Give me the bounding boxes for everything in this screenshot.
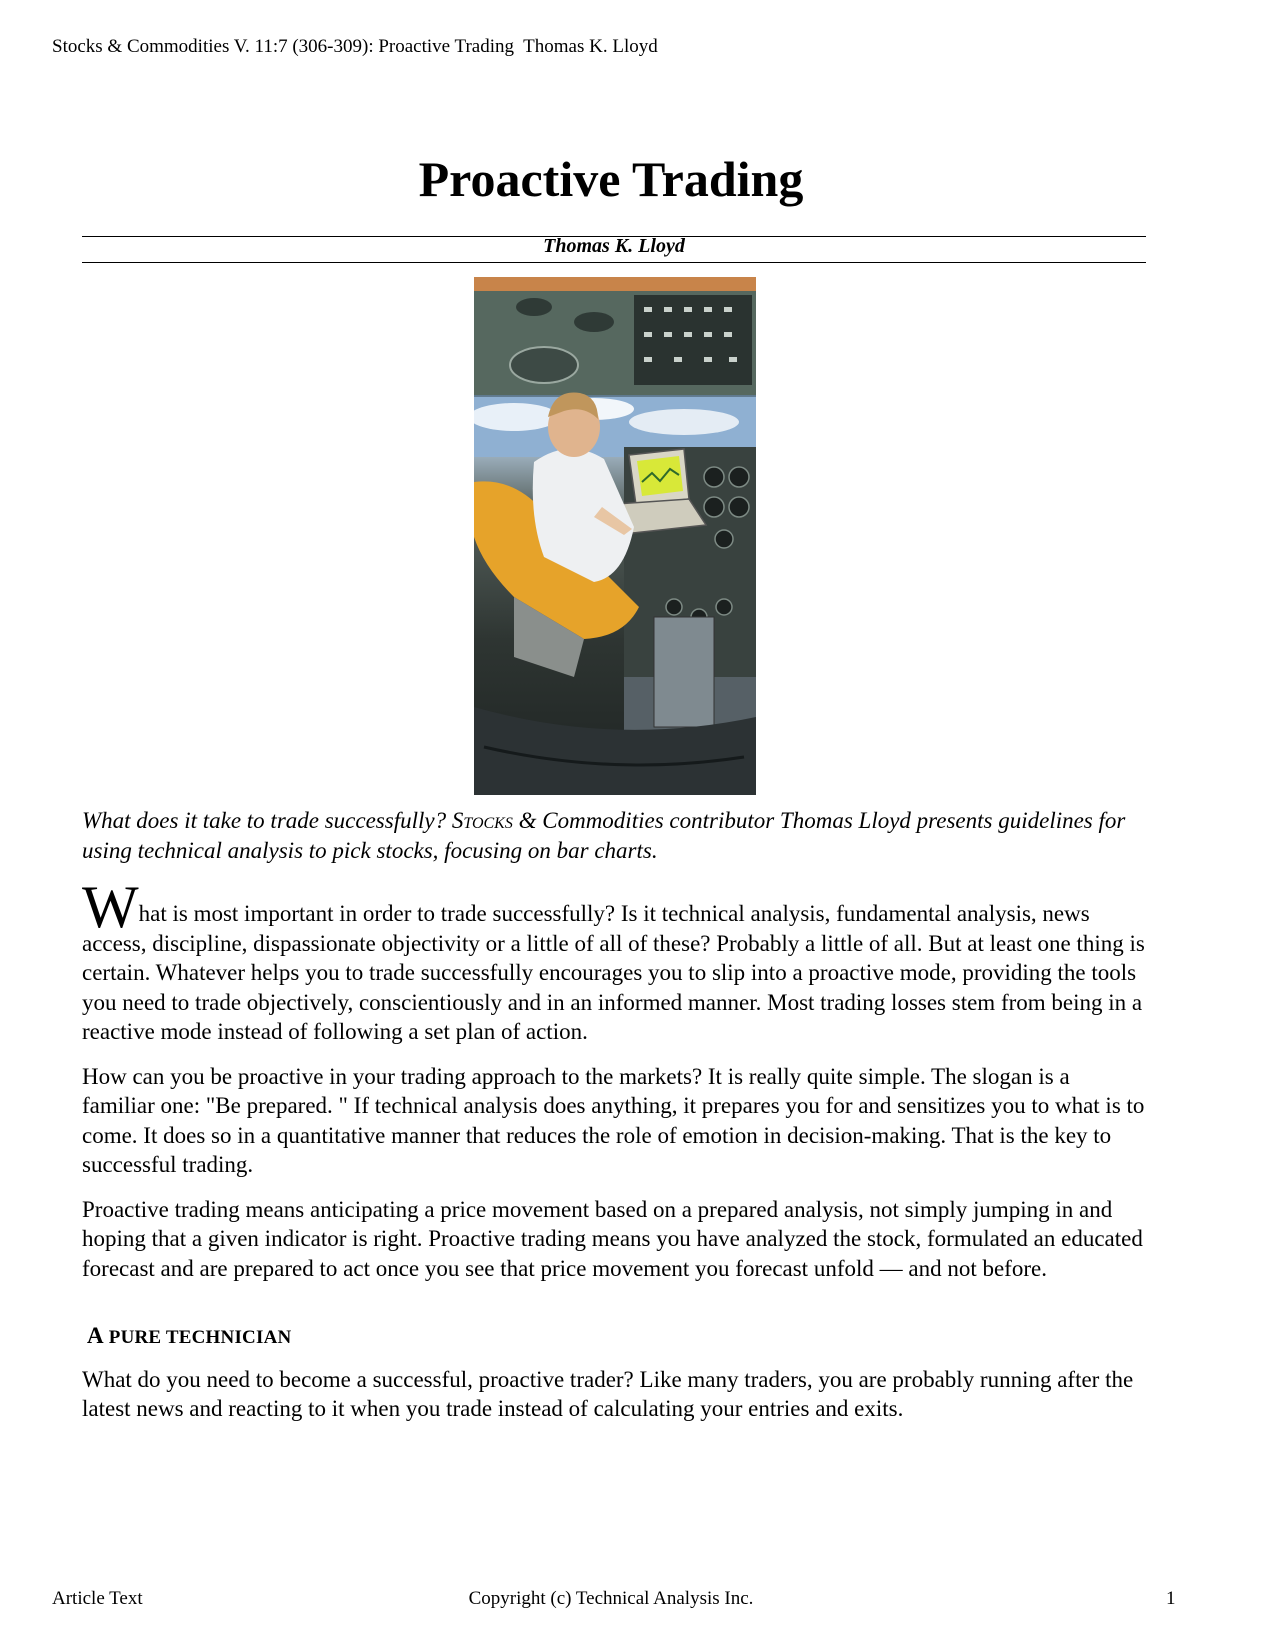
- section-heading: [87, 1321, 1146, 1353]
- article-body: [82, 806, 1146, 1439]
- paragraph-4: What do you need to become a successful, proactive trader? Like many traders, you are probably running after the latest news and reacting to it when you trade instead of calculating your entries and exits.: [82, 1366, 1134, 1421]
- cockpit-illustration: [474, 277, 756, 795]
- paragraph-3: Proactive trading means anticipating a price movement based on a prepared analysis, not simply jumping in and hoping that a given indicator is right. Proactive trading means you have analyzed the stock, formulated an educated forecast and are prepared to act once you see that price movement you forecast unfold — and not before.: [82, 1196, 1143, 1281]
- bottom-rule: [82, 262, 1146, 263]
- deck-smallcaps: Stocks: [451, 808, 513, 833]
- section-heading-initial: A: [87, 1323, 104, 1348]
- paragraph-1-text: hat is most important in order to trade successfully? Is it technical analysis, fundamental analysis, news access, discipline, dispassionate objectivity or a little of all of these? Probably a little of all. But at least one thing is certain. Whatever helps you to trade successfully encourages you to slip into a proactive mode, providing the tools you need to trade objectively, conscientiously and in an informed manner. Most trading losses stem from being in a reactive mode instead of following a set plan of action.: [82, 901, 1145, 1044]
- footer-left: Article Text: [52, 1588, 143, 1609]
- paragraph-2: How can you be proactive in your trading approach to the markets? It is really quite simple. The slogan is a familiar one: "Be prepared. " If technical analysis does anything, it prepares you for and sensitizes you to what is to come. It does so in a quantitative manner that reduces the role of emotion in decision-making. That is the key to successful trading.: [82, 1063, 1145, 1177]
- drop-cap: W: [82, 874, 139, 940]
- article-title: Proactive Trading: [418, 151, 804, 207]
- article-deck: [82, 806, 1146, 865]
- footer-center: Copyright (c) Technical Analysis Inc.: [468, 1588, 754, 1609]
- paragraph-1: [82, 874, 1146, 1047]
- deck-text-1: What does it take to trade successfully?: [82, 808, 452, 833]
- section-heading-rest: PURE TECHNICIAN: [103, 1327, 292, 1348]
- byline: Thomas K. Lloyd: [543, 235, 685, 257]
- footer-page-number: 1: [1166, 1588, 1176, 1609]
- deck-text-2: & Commodities contributor Thomas Lloyd presents guidelines for using technical analysis to pick stocks, focusing on bar charts.: [82, 808, 1126, 863]
- running-head: Stocks & Commodities V. 11:7 (306-309): Proactive Trading Thomas K. Lloyd: [52, 36, 658, 57]
